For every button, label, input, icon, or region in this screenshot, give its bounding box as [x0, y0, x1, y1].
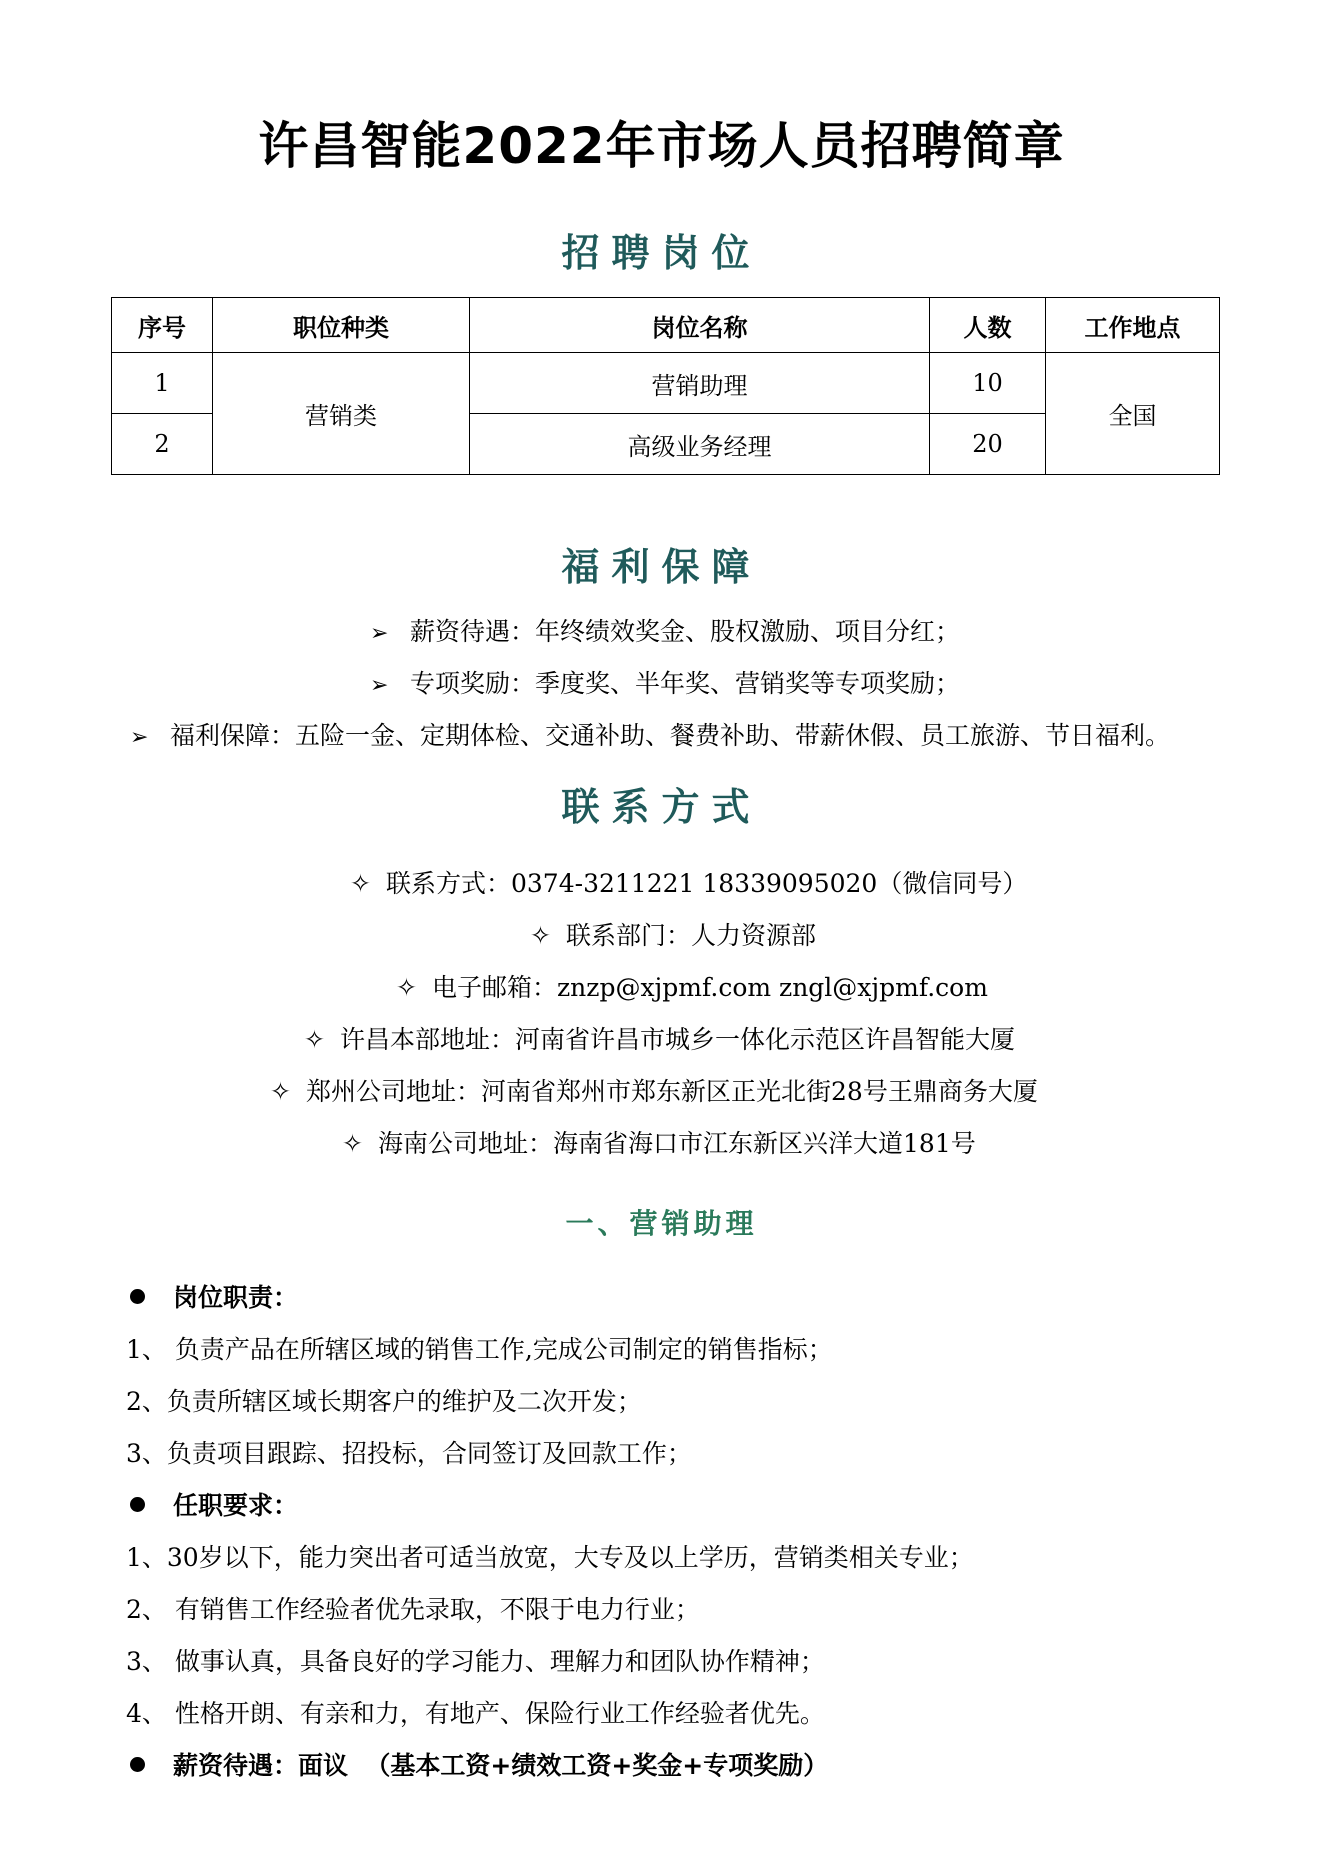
contact-item: ✧ 海南公司地址：海南省海口市江东新区兴洋大道181号: [342, 1129, 976, 1158]
contact-item: ✧ 联系方式：0374-3211221 18339095020（微信同号）: [350, 869, 1028, 898]
contact-item: ✧ 联系部门：人力资源部: [530, 921, 817, 950]
duties-title: 岗位职责：: [130, 1278, 298, 1314]
requirements-title: 任职要求：: [130, 1486, 298, 1522]
cell-location: 全国: [1046, 353, 1220, 475]
dot-bullet-icon: [130, 1757, 145, 1772]
job-heading: 一、营销助理: [565, 1207, 758, 1240]
requirement-item: 1、30岁以下，能力突出者可适当放宽，大专及以上学历，营销类相关专业；: [126, 1543, 974, 1572]
arrow-bullet-icon: ➢: [130, 725, 149, 750]
star-bullet-icon: ✧: [350, 869, 371, 898]
header-count: 人数: [930, 298, 1046, 353]
section-heading-contact: 联系方式: [561, 784, 762, 829]
star-bullet-icon: ✧: [342, 1129, 363, 1158]
requirement-item: 4、 性格开朗、有亲和力，有地产、保险行业工作经验者优先。: [126, 1699, 825, 1728]
requirement-item: 2、 有销售工作经验者优先录取，不限于电力行业；: [126, 1595, 700, 1624]
cell-count: 20: [930, 414, 1046, 475]
star-bullet-icon: ✧: [304, 1025, 325, 1054]
benefit-item: ➢ 专项奖励：季度奖、半年奖、营销奖等专项奖励；: [370, 669, 961, 698]
cell-position: 营销助理: [470, 353, 930, 414]
benefit-item: ➢ 薪资待遇：年终绩效奖金、股权激励、项目分红；: [370, 617, 961, 646]
section-heading-positions: 招聘岗位: [561, 230, 762, 275]
cell-no: 1: [112, 353, 213, 414]
contact-item: ✧ 电子邮箱：znzp@xjpmf.com zngl@xjpmf.com: [396, 973, 988, 1002]
header-category: 职位种类: [213, 298, 470, 353]
duty-item: 3、负责项目跟踪、招投标，合同签订及回款工作；: [126, 1439, 692, 1468]
header-position: 岗位名称: [470, 298, 930, 353]
contact-item: ✧ 郑州公司地址：河南省郑州市郑东新区正光北街28号王鼎商务大厦: [270, 1077, 1038, 1106]
arrow-bullet-icon: ➢: [370, 621, 389, 646]
arrow-bullet-icon: ➢: [370, 673, 389, 698]
cell-count: 10: [930, 353, 1046, 414]
section-heading-benefits: 福利保障: [561, 544, 762, 589]
star-bullet-icon: ✧: [270, 1077, 291, 1106]
benefit-item: ➢ 福利保障：五险一金、定期体检、交通补助、餐费补助、带薪休假、员工旅游、节日福利。: [130, 721, 1171, 750]
contact-item: ✧ 许昌本部地址：河南省许昌市城乡一体化示范区许昌智能大厦: [304, 1025, 1016, 1054]
star-bullet-icon: ✧: [396, 973, 417, 1002]
header-location: 工作地点: [1046, 298, 1220, 353]
duty-item: 1、 负责产品在所辖区域的销售工作,完成公司制定的销售指标；: [126, 1335, 833, 1364]
header-no: 序号: [112, 298, 213, 353]
star-bullet-icon: ✧: [530, 921, 551, 950]
table-header-row: [112, 298, 1220, 353]
requirement-item: 3、 做事认真，具备良好的学习能力、理解力和团队协作精神；: [126, 1647, 825, 1676]
cell-position: 高级业务经理: [470, 414, 930, 475]
positions-table: [111, 297, 1220, 475]
salary-line: 薪资待遇：面议 （基本工资+绩效工资+奖金+专项奖励）: [130, 1746, 828, 1782]
cell-no: 2: [112, 414, 213, 475]
table-row: [112, 353, 1220, 414]
cell-category: 营销类: [213, 353, 470, 475]
duty-item: 2、负责所辖区域长期客户的维护及二次开发；: [126, 1387, 642, 1416]
dot-bullet-icon: [130, 1289, 145, 1304]
dot-bullet-icon: [130, 1497, 145, 1512]
page-title: 许昌智能2022年市场人员招聘简章: [258, 117, 1065, 175]
